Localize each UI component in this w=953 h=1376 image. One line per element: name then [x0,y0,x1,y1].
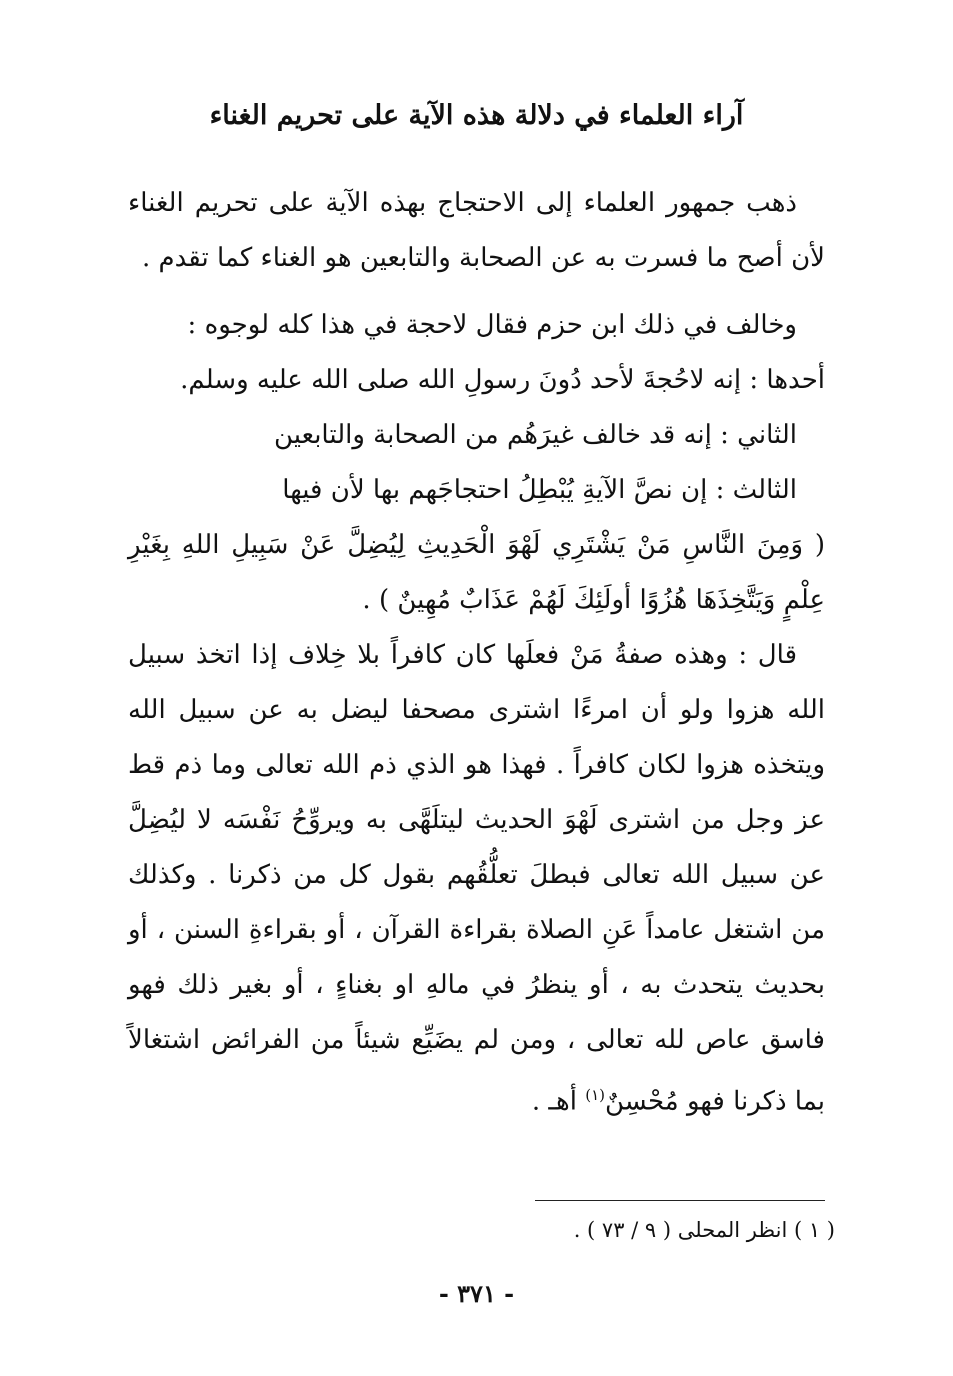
footnote-divider [535,1200,825,1201]
page-number: - ٣٧١ - [438,1279,515,1308]
paragraph-majority-view: ذهب جمهور العلماء إلى الاحتجاج بهذه الآية على تحريم الغناء لأن أصح ما فسرت به عن الصحابة والتابعين هو الغناء كما تقدم . [128,188,825,273]
paragraph-first-reason: أحدها : إنه لاحُجةَ لأحد دُونَ رسولِ الله صلى الله عليه وسلم. [180,365,825,395]
quote-text: قال : وهذه صفةُ مَنْ فعلَها كان كافراً بلا خِلاف إذا اتخذ سبيل الله هزوا ولو أن امرءًا اشترى مصحفا ليضل به عن سبيل الله ويتخذه هزوا لكان كافراً . فهذا هو الذي ذم الله تعالى وما ذم قط عز وجل من اشترى لَهْوَ الحديث ليتلَهَّى به ويروِّحُ نَفْسَه لا ليُضِلَّ عن سبيل الله تعالى فبطلَ تعلُّقُهم بقول كل من ذكرنا . وكذلك من اشتغل عامداً عَنِ الصلاة بقراءة القرآن ، أو بقراءةِ السنن ، أو بحديث يتحدث به ، أو ينظرُ في مالهِ او بغناءٍ ، أو بغير ذلك فهو فاسق عاص لله تعالى ، ومن لم يضَيِّع شيئاً من الفرائض اشتغالاً بما ذكرنا فهو مُحْسِنٌ [128,640,825,1117]
footnote-reference: (١) [585,1086,606,1104]
section-heading: آراء العلماء في دلالة هذه الآية على تحريم الغناء [209,100,744,131]
paragraph-second-reason: الثاني : إنه قد خالف غيرَهُم من الصحابة والتابعين [274,420,797,450]
footnote: ( ١ ) انظر المحلى ( ٩ / ٧٣ ) . [573,1218,835,1242]
paragraph-third-reason: الثالث : إن نصَّ الآيةِ يُبْطِلُ احتجاجَهم بها لأن فيها [282,475,797,505]
page-body [128,176,825,1130]
quran-verse: ( وَمِنَ النَّاسِ مَنْ يَشْتَرِي لَهْوَ الْحَدِيثِ لِيُضِلَّ عَنْ سَبِيلِ اللهِ بِغَيْرِ عِلْمٍ وَيَتَّخِذَهَا هُزُوًا أولَئِكَ لَهُمْ عَذَابٌ مُهِينٌ ) . [128,530,825,615]
paragraph-ibn-hazm-quote [128,628,825,1130]
quote-end: أهـ . [531,1086,586,1117]
paragraph-ibn-hazm: وخالف في ذلك ابن حزم فقال لاحجة في هذا كله لوجوه : [187,310,797,340]
